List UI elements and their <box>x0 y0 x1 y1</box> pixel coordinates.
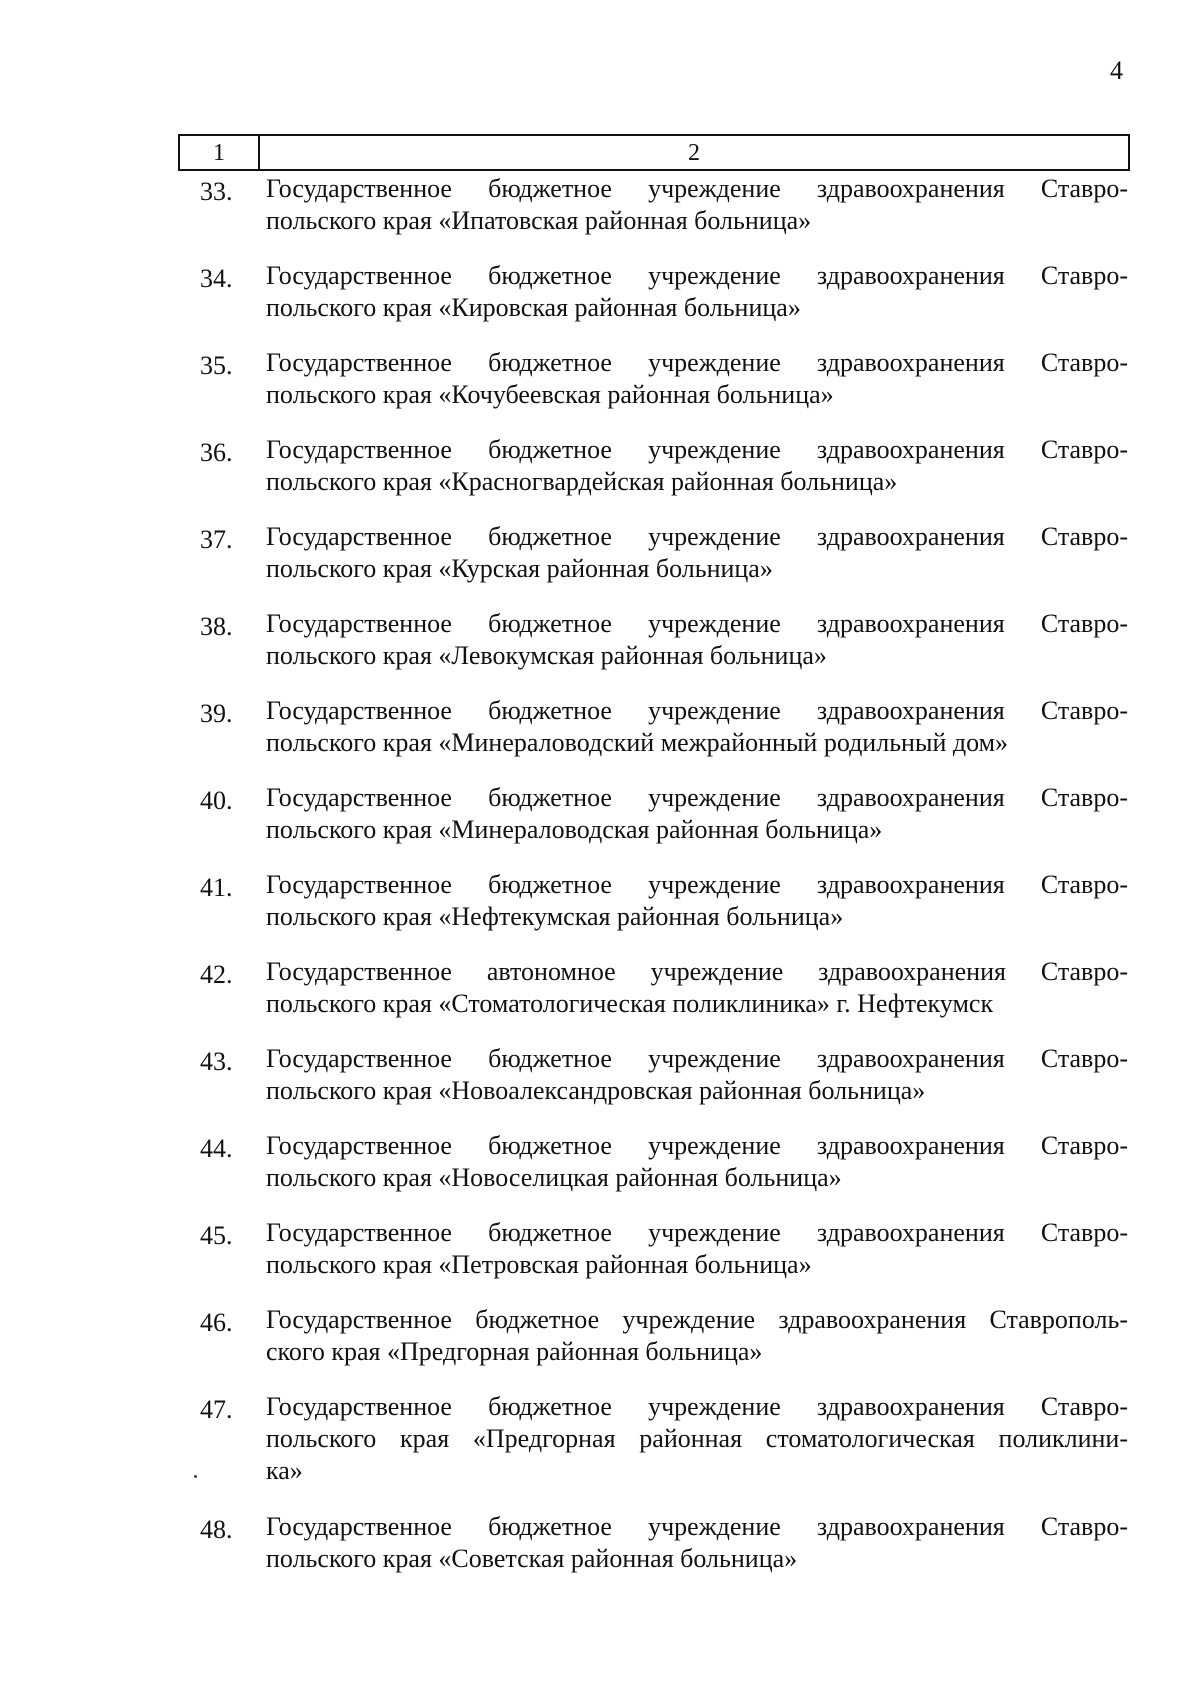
item-text <box>266 434 1128 498</box>
item-line: польского края «Петровская районная больница» <box>266 1250 812 1279</box>
margin-dot <box>194 1475 197 1478</box>
item-text <box>266 1130 1128 1194</box>
item-line: Государственное бюджетное учреждение здравоохранения Ставро- <box>266 783 1128 812</box>
item-text <box>266 956 1128 1020</box>
item-text <box>266 1217 1128 1281</box>
item-line: Государственное бюджетное учреждение здравоохранения Ставро- <box>266 1044 1128 1073</box>
page-number: 4 <box>1110 56 1123 85</box>
item-line: польского края «Ипатовская районная больница» <box>266 206 812 235</box>
list-item <box>0 869 1200 956</box>
item-number: 33. <box>200 177 233 206</box>
list-item <box>0 1130 1200 1217</box>
list-item <box>0 173 1200 260</box>
item-line: Государственное бюджетное учреждение здравоохранения Ставрополь- <box>266 1305 1128 1334</box>
item-number: 39. <box>200 699 233 728</box>
item-line: Государственное бюджетное учреждение здравоохранения Ставро- <box>266 348 1128 377</box>
item-line: Государственное бюджетное учреждение здравоохранения Ставро- <box>266 1131 1128 1160</box>
item-text <box>266 608 1128 672</box>
item-line: Государственное бюджетное учреждение здравоохранения Ставро- <box>266 435 1128 464</box>
item-number: 48. <box>200 1515 233 1544</box>
item-text <box>266 695 1128 759</box>
list-item <box>0 260 1200 347</box>
list-item <box>0 782 1200 869</box>
item-number: 37. <box>200 525 233 554</box>
list-item <box>0 1391 1200 1511</box>
table-header <box>178 134 1130 171</box>
item-line: Государственное бюджетное учреждение здравоохранения Ставро- <box>266 1392 1128 1421</box>
item-line: польского края «Минераловодский межрайонный родильный дом» <box>266 728 1009 757</box>
item-number: 36. <box>200 438 233 467</box>
item-number: 41. <box>200 873 233 902</box>
item-line: Государственное бюджетное учреждение здравоохранения Ставро- <box>266 1512 1128 1541</box>
list-item <box>0 695 1200 782</box>
item-line: польского края «Предгорная районная стоматологическая поликлини- <box>266 1424 1128 1453</box>
list-item <box>0 956 1200 1043</box>
item-number: 43. <box>200 1047 233 1076</box>
item-number: 42. <box>200 960 233 989</box>
item-line: Государственное бюджетное учреждение здравоохранения Ставро- <box>266 609 1128 638</box>
institution-list <box>0 173 1200 1598</box>
table-header-col1: 1 <box>180 136 260 169</box>
item-number: 34. <box>200 264 233 293</box>
list-item <box>0 347 1200 434</box>
item-line: польского края «Курская районная больница» <box>266 554 773 583</box>
list-item <box>0 1511 1200 1598</box>
item-text <box>266 869 1128 933</box>
list-item <box>0 1043 1200 1130</box>
item-line: польского края «Красногвардейская районная больница» <box>266 467 898 496</box>
item-number: 38. <box>200 612 233 641</box>
item-line: Государственное бюджетное учреждение здравоохранения Ставро- <box>266 522 1128 551</box>
item-number: 47. <box>200 1395 233 1424</box>
item-line: Государственное бюджетное учреждение здравоохранения Ставро- <box>266 174 1128 203</box>
item-text <box>266 1304 1128 1368</box>
item-line: Государственное бюджетное учреждение здравоохранения Ставро- <box>266 1218 1128 1247</box>
item-line: польского края «Минераловодская районная больница» <box>266 815 883 844</box>
item-text <box>266 1043 1128 1107</box>
item-line: польского края «Новоселицкая районная больница» <box>266 1163 842 1192</box>
item-number: 46. <box>200 1308 233 1337</box>
item-line: польского края «Кировская районная больница» <box>266 293 801 322</box>
item-line: Государственное автономное учреждение здравоохранения Ставро- <box>266 957 1128 986</box>
item-number: 44. <box>200 1134 233 1163</box>
item-line: ского края «Предгорная районная больница» <box>266 1337 763 1366</box>
list-item <box>0 1217 1200 1304</box>
item-line: польского края «Новоалександровская районная больница» <box>266 1076 926 1105</box>
item-line: ка» <box>266 1456 303 1485</box>
list-item <box>0 1304 1200 1391</box>
item-text <box>266 347 1128 411</box>
item-line: Государственное бюджетное учреждение здравоохранения Ставро- <box>266 870 1128 899</box>
item-number: 40. <box>200 786 233 815</box>
item-line: польского края «Левокумская районная больница» <box>266 641 827 670</box>
item-text <box>266 1391 1128 1487</box>
item-text <box>266 260 1128 324</box>
list-item <box>0 521 1200 608</box>
table-header-col2: 2 <box>688 140 700 166</box>
item-line: польского края «Стоматологическая поликлиника» г. Нефтекумск <box>266 989 994 1018</box>
item-line: Государственное бюджетное учреждение здравоохранения Ставро- <box>266 261 1128 290</box>
item-line: польского края «Нефтекумская районная больница» <box>266 902 844 931</box>
item-text <box>266 1511 1128 1575</box>
item-line: Государственное бюджетное учреждение здравоохранения Ставро- <box>266 696 1128 725</box>
list-item <box>0 434 1200 521</box>
item-number: 45. <box>200 1221 233 1250</box>
item-line: польского края «Советская районная больница» <box>266 1544 798 1573</box>
list-item <box>0 608 1200 695</box>
item-line: польского края «Кочубеевская районная больница» <box>266 380 834 409</box>
item-text <box>266 521 1128 585</box>
item-text <box>266 173 1128 237</box>
item-text <box>266 782 1128 846</box>
item-number: 35. <box>200 351 233 380</box>
